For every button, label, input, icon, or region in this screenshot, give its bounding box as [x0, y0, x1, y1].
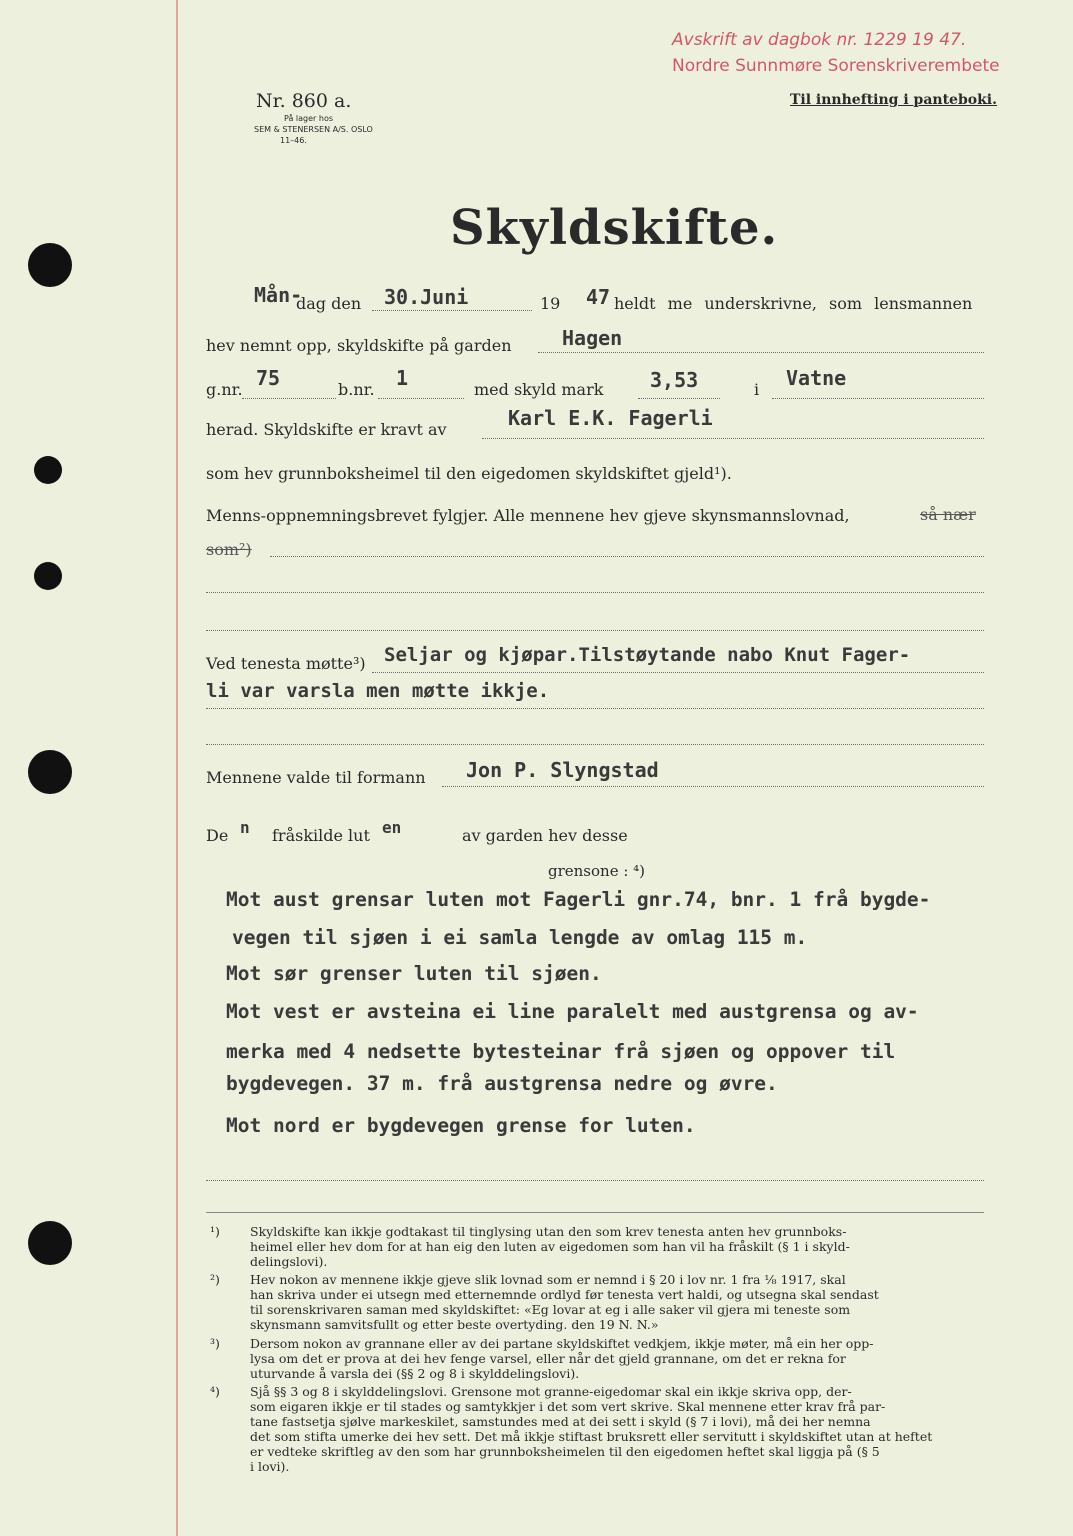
dag-den-label: dag den — [296, 294, 362, 313]
footnote-divider — [206, 1212, 984, 1213]
date-value: 30.Juni — [384, 285, 469, 309]
binder-hole — [28, 1221, 72, 1265]
boundary-line: Mot aust grensar luten mot Fagerli gnr.74, bnr. 1 frå bygde- — [226, 888, 931, 911]
line2-text: hev nemnt opp, skyldskifte på garden — [206, 336, 512, 355]
boundary-line: merka med 4 nedsette bytesteinar frå sjøen og oppover til — [226, 1040, 896, 1063]
lut-suffix: en — [382, 818, 402, 837]
boundary-line: bygdevegen. 37 m. frå austgrensa nedre og øvre. — [226, 1072, 778, 1095]
footnote: ¹) Skyldskifte kan ikkje godtakast til tinglysing utan den som krev tenesta anten hev grunnboks- heimel eller hev dom for at han eig den luten av eigedomen som han vil ha fråskilt (§ 1 i skyld- delingslovi). — [210, 1224, 850, 1269]
boundary-line: vegen til sjøen i ei samla lengde av omlag 115 m. — [232, 926, 808, 949]
chairman-name: Jon P. Slyngstad — [466, 758, 659, 782]
line6-text: Menns-oppnemningsbrevet fylgjer. Alle mennene hev gjeve skynsmannslovnad, — [206, 506, 850, 525]
gnr-label: g.nr. — [206, 380, 243, 399]
form-number: Nr. 860 a. — [256, 90, 352, 112]
weekday-handwritten: Mån- — [254, 283, 303, 307]
struck-text-2: som²) — [206, 540, 252, 559]
mark-value: 3,53 — [650, 368, 699, 392]
de-label: De — [206, 826, 229, 845]
boundary-line: Mot nord er bygdevegen grense for luten. — [226, 1114, 696, 1137]
printer-note: På lager hos SEM & STENERSEN A/S. OSLO 11–46. — [254, 114, 373, 145]
chair-label: Mennene valde til formann — [206, 768, 426, 787]
bnr-label: b.nr. — [338, 380, 375, 399]
footnote: ²) Hev nokon av mennene ikkje gjeve slik lovnad som er nemnd i § 20 i lov nr. 1 fra ⅛ 1917, skal han skriva under ei utsegn med etternemnde ordlyd før tenesta vert haldi, og utsegna skal sendast til sorenskrivaren saman med skyldskiftet: «Eg lovar at eg i alle saker vil gjera mi teneste som skynsmann samvitsfullt og etter beste overtyding. den 19 N. N.» — [210, 1272, 879, 1332]
attendance-line-1: Seljar og kjøpar.Tilstøytande nabo Knut Fager- — [384, 644, 911, 666]
mark-label: med skyld mark — [474, 380, 604, 399]
struck-text: så nær — [920, 505, 976, 524]
garden-label: av garden hev desse — [462, 826, 628, 845]
binder-hole — [34, 456, 62, 484]
attendance-line-2: li var varsla men møtte ikkje. — [206, 680, 550, 702]
document-title: Skyldskifte. — [450, 200, 779, 256]
gnr-value: 75 — [256, 366, 281, 390]
registry-stamp-office: Nordre Sunnmøre Sorenskriverembete — [672, 56, 1000, 76]
farm-name: Hagen — [562, 326, 623, 350]
year-value: 47 — [586, 285, 611, 309]
margin-rule — [176, 0, 178, 1536]
herad-name: Vatne — [786, 366, 847, 390]
held-text: heldt me underskrivne, som lensmannen — [614, 294, 973, 313]
registry-stamp-line: Avskrift av dagbok nr. 1229 19 47. — [672, 30, 967, 50]
footnote: ³) Dersom nokon av grannane eller av dei partane skyldskiftet vedkjem, ikkje møter, må ein her opp- lysa om det er prova at dei hev fenge varsel, eller når det gjeld grannane, om det er rekna for uturvande å varsla dei (§§ 2 og 8 i skylddelingslovi). — [210, 1336, 874, 1381]
fraskilde-label: fråskilde lut — [272, 826, 370, 845]
boundary-line: Mot vest er avsteina ei line paralelt med austgrensa og av- — [226, 1000, 919, 1023]
boundary-line: Mot sør grenser luten til sjøen. — [226, 962, 602, 985]
i-label: i — [754, 380, 760, 399]
line5-text: som hev grunnboksheimel til den eigedomen skyldskiftet gjeld¹). — [206, 464, 732, 483]
year-prefix: 19 — [540, 294, 561, 313]
binder-hole — [28, 750, 72, 794]
filing-note: Til innhefting i panteboki. — [790, 92, 997, 108]
line4-text: herad. Skyldskifte er kravt av — [206, 420, 447, 439]
binder-hole — [34, 562, 62, 590]
de-suffix: n — [240, 818, 250, 837]
binder-hole — [28, 243, 72, 287]
requester-name: Karl E.K. Fagerli — [508, 406, 713, 430]
grensone-label: grensone : ⁴) — [548, 862, 646, 880]
bnr-value: 1 — [396, 366, 409, 390]
met-label: Ved tenesta møtte³) — [206, 654, 366, 673]
footnote: ⁴) Sjå §§ 3 og 8 i skylddelingslovi. Grensone mot granne-eigedomar skal ein ikkje skriva opp, der- som eigaren ikkje er til stades og samtykkjer i det som vert skrive. Skal mennene etter krav frå par- tane fastsetja sjølve markeskilet, samstundes med at dei sett i skyld (§ 7 i lovi), må dei her nemna det som stifta umerke dei hev sett. Det må ikkje stiftast bruksrett eller servitutt i skyldskiftet utan at heftet er vedteke skriftleg av den som har grunnboksheimelen til den eigedomen heftet skal liggja på (§ 5 i lovi). — [210, 1384, 933, 1474]
